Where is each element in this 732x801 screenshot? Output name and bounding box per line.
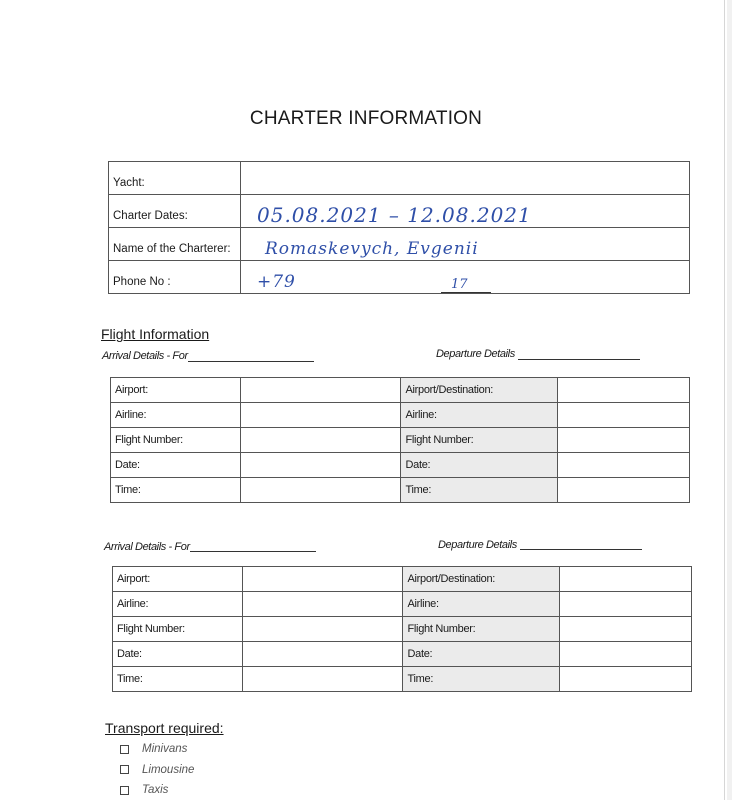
departure-airline-label: Airline: [401,403,557,428]
departure-airline-field[interactable] [559,592,691,617]
charter-row-dates [109,195,690,228]
departure-airline-label: Airline: [403,592,559,617]
phone-underline [441,292,491,293]
arrival-time-field[interactable] [243,667,403,692]
arrival-date-field[interactable] [241,453,401,478]
arrival-airline-label: Airline: [111,403,241,428]
arrival-details-label-1: Arrival Details - For [102,350,188,362]
table-row [113,592,692,617]
charter-row-yacht [109,162,690,195]
departure-airport-field[interactable] [557,378,689,403]
arrival-date-label: Date: [111,453,241,478]
table-row [113,642,692,667]
arrival-flight-number-field[interactable] [243,617,403,642]
arrival-flight-number-field[interactable] [241,428,401,453]
arrival-time-label: Time: [111,478,241,503]
flight-table-2 [112,566,692,692]
departure-flight-number-field[interactable] [559,617,691,642]
charterer-name-field[interactable] [241,228,690,261]
arrival-time-field[interactable] [241,478,401,503]
departure-time-field[interactable] [559,667,691,692]
limousine-checkbox[interactable] [120,765,129,774]
limousine-label: Limousine [142,763,195,776]
arrival-flight-number-label: Flight Number: [111,428,241,453]
arrival-airport-label: Airport: [111,378,241,403]
departure-time-field[interactable] [557,478,689,503]
arrival-airline-field[interactable] [241,403,401,428]
minivans-label: Minivans [142,743,188,756]
arrival-flight-number-label: Flight Number: [113,617,243,642]
table-row [113,567,692,592]
departure-airport-field[interactable] [559,567,691,592]
arrival-airport-field[interactable] [243,567,403,592]
phone-field[interactable] [241,261,690,294]
arrival-airport-field[interactable] [241,378,401,403]
taxis-label: Taxis [142,784,169,797]
departure-flight-number-field[interactable] [557,428,689,453]
charter-dates-field[interactable] [241,195,690,228]
arrival-time-label: Time: [113,667,243,692]
transport-option-limousine[interactable] [120,760,194,781]
phone-value-end: 17 [451,277,468,292]
table-row [113,667,692,692]
charter-row-name [109,228,690,261]
taxis-checkbox[interactable] [120,786,129,795]
arrival-date-field[interactable] [243,642,403,667]
charterer-name-label: Name of the Charterer: [109,228,241,261]
arrival-details-label-2: Arrival Details - For [104,541,190,553]
table-row [111,478,690,503]
departure-details-line-1[interactable] [518,359,640,360]
departure-airline-field[interactable] [557,403,689,428]
yacht-field[interactable] [241,162,690,195]
charter-row-phone [109,261,690,294]
table-row [111,403,690,428]
yacht-label: Yacht: [109,162,241,195]
departure-details-line-2[interactable] [520,549,642,550]
transport-option-minivans[interactable] [120,739,194,760]
table-row [111,378,690,403]
departure-details-label-1: Departure Details [436,348,515,360]
table-row [111,428,690,453]
charter-dates-value: 05.08.2021 – 12.08.2021 [257,203,532,227]
departure-date-field[interactable] [559,642,691,667]
transport-options [120,739,194,801]
departure-date-field[interactable] [557,453,689,478]
page-title: CHARTER INFORMATION [249,108,483,129]
departure-flight-number-label: Flight Number: [403,617,559,642]
departure-details-label-2: Departure Details [438,539,517,551]
charter-table [108,161,690,294]
phone-value: +79 [257,272,296,292]
departure-flight-number-label: Flight Number: [401,428,557,453]
flight-information-heading: Flight Information [101,326,210,342]
arrival-date-label: Date: [113,642,243,667]
departure-time-label: Time: [403,667,559,692]
charter-dates-label: Charter Dates: [109,195,241,228]
table-row [111,453,690,478]
table-row [113,617,692,642]
transport-option-taxis[interactable] [120,780,194,801]
departure-date-label: Date: [401,453,557,478]
phone-label: Phone No : [109,261,241,294]
minivans-checkbox[interactable] [120,745,129,754]
arrival-airline-field[interactable] [243,592,403,617]
departure-time-label: Time: [401,478,557,503]
arrival-airport-label: Airport: [113,567,243,592]
flight-table-1 [110,377,690,503]
arrival-for-line-2[interactable] [190,551,316,552]
departure-airport-label: Airport/Destination: [403,567,559,592]
transport-required-heading: Transport required: [105,720,224,736]
arrival-airline-label: Airline: [113,592,243,617]
departure-airport-label: Airport/Destination: [401,378,557,403]
departure-date-label: Date: [403,642,559,667]
charterer-name-value: Romaskevych, Evgenii [265,239,479,259]
arrival-for-line-1[interactable] [188,361,314,362]
